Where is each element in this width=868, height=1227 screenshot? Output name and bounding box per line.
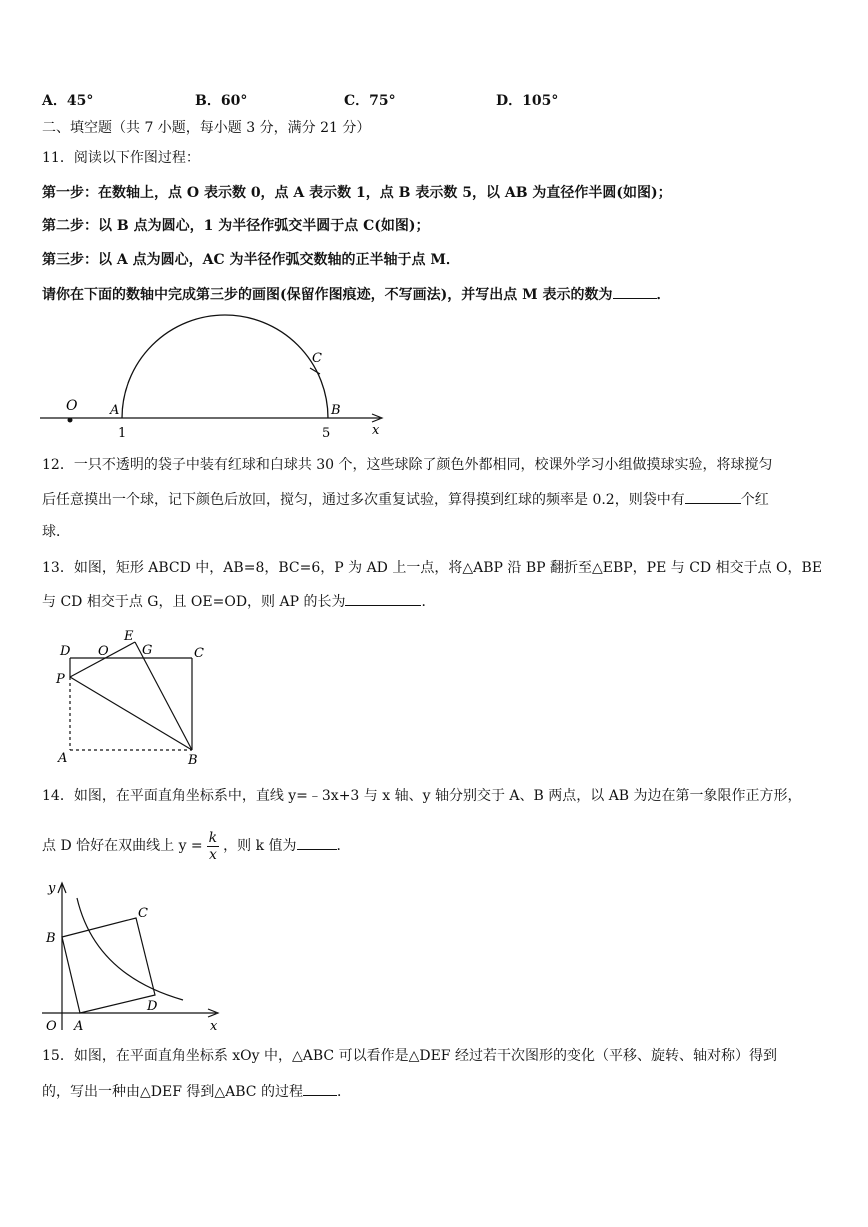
q13-line1: 13．如图，矩形 ABCD 中，AB=8，BC=6，P 为 AD 上一点，将△ABP 沿 BP 翻折至△EBP，PE 与 CD 相交于点 O，BE xyxy=(42,560,823,576)
section-title: 二、填空题（共 7 小题，每小题 3 分，满分 21 分） xyxy=(42,120,371,136)
q11-ask: 请你在下面的数轴中完成第三步的画图(保留作图痕迹，不写画法)，并写出点 M 表示的数为 xyxy=(42,287,613,303)
q11-ask-end: ． xyxy=(656,287,671,303)
q11-intro: 11．阅读以下作图过程： xyxy=(42,150,200,166)
q11-step2: 第二步：以 B 点为圆心，1 为半径作弧交半圆于点 C(如图)； xyxy=(42,218,430,234)
q14-label-b: B xyxy=(46,931,56,946)
tick-1: 1 xyxy=(118,426,127,441)
q15-line2 xyxy=(42,1081,351,1102)
q14-axis-y-label: y xyxy=(48,881,56,896)
q13-label-a: A xyxy=(58,751,68,766)
q13-label-b: B xyxy=(188,753,198,768)
q14-label-d: D xyxy=(147,999,158,1014)
q11-step3: 第三步：以 A 点为圆心，AC 为半径作弧交数轴的正半轴于点 M． xyxy=(42,252,460,268)
option-d: D．105° xyxy=(496,93,559,109)
label-a: A xyxy=(110,403,120,418)
option-c: C．75° xyxy=(344,93,396,109)
q12-line1: 12．一只不透明的袋子中装有红球和白球共 30 个，这些球除了颜色外都相同，校课外学习小组做摸球实验，将球搅匀 xyxy=(42,457,773,473)
q15-line1: 15．如图，在平面直角坐标系 xOy 中，△ABC 可以看作是△DEF 经过若干次图形的变化（平移、旋转、轴对称）得到 xyxy=(42,1048,777,1064)
q14-label-c: C xyxy=(138,906,148,921)
q12-line2a: 后任意摸出一个球，记下颜色后放回，搅匀，通过多次重复试验，算得摸到红球的频率是 0.2，则袋中有 xyxy=(42,492,685,508)
option-b: B．60° xyxy=(195,93,248,109)
q12-line2b: 个红 xyxy=(740,492,769,508)
q13-label-p: P xyxy=(56,672,65,687)
label-c: C xyxy=(312,351,322,366)
q14-axis-x-label: x xyxy=(210,1019,218,1034)
option-a: A．45° xyxy=(42,93,94,109)
q13-label-c: C xyxy=(194,646,204,661)
q14-label-o: O xyxy=(46,1019,57,1034)
q15-line2-text: 的，写出一种由△DEF 得到△ABC 的过程 xyxy=(42,1084,303,1100)
q14-line2a: 点 D 恰好在双曲线上 y = xyxy=(42,838,203,854)
q12-line3: 球． xyxy=(42,524,70,540)
label-b: B xyxy=(331,403,341,418)
axis-x-label: x xyxy=(372,423,380,438)
q13-label-e: E xyxy=(124,629,134,644)
q14-line2b: ，则 k 值为 xyxy=(223,838,297,854)
q11-step1: 第一步：在数轴上，点 O 表示数 0，点 A 表示数 1，点 B 表示数 5，以 AB 为直径作半圆(如图)； xyxy=(42,185,672,201)
label-o: O xyxy=(66,398,78,414)
q13-label-o: O xyxy=(98,644,109,659)
tick-5: 5 xyxy=(322,426,331,441)
q14-line1: 14．如图，在平面直角坐标系中，直线 y=﹣3x+3 与 x 轴、y 轴分别交于 A、B 两点，以 AB 为边在第一象限作正方形， xyxy=(42,788,802,804)
q14-label-a: A xyxy=(74,1019,84,1034)
q14-frac-den: x xyxy=(208,846,217,863)
q14-line2-end: ． xyxy=(336,838,351,854)
q13-label-g: G xyxy=(142,643,153,658)
q13-line2-end: ． xyxy=(421,594,436,610)
q15-line2-end: ． xyxy=(336,1084,351,1100)
q15-answer-blank[interactable] xyxy=(303,1081,337,1096)
q13-line2-text: 与 CD 相交于点 G，且 OE=OD，则 AP 的长为 xyxy=(42,594,346,610)
q13-label-d: D xyxy=(60,644,71,659)
q14-frac-num: k xyxy=(208,829,218,846)
